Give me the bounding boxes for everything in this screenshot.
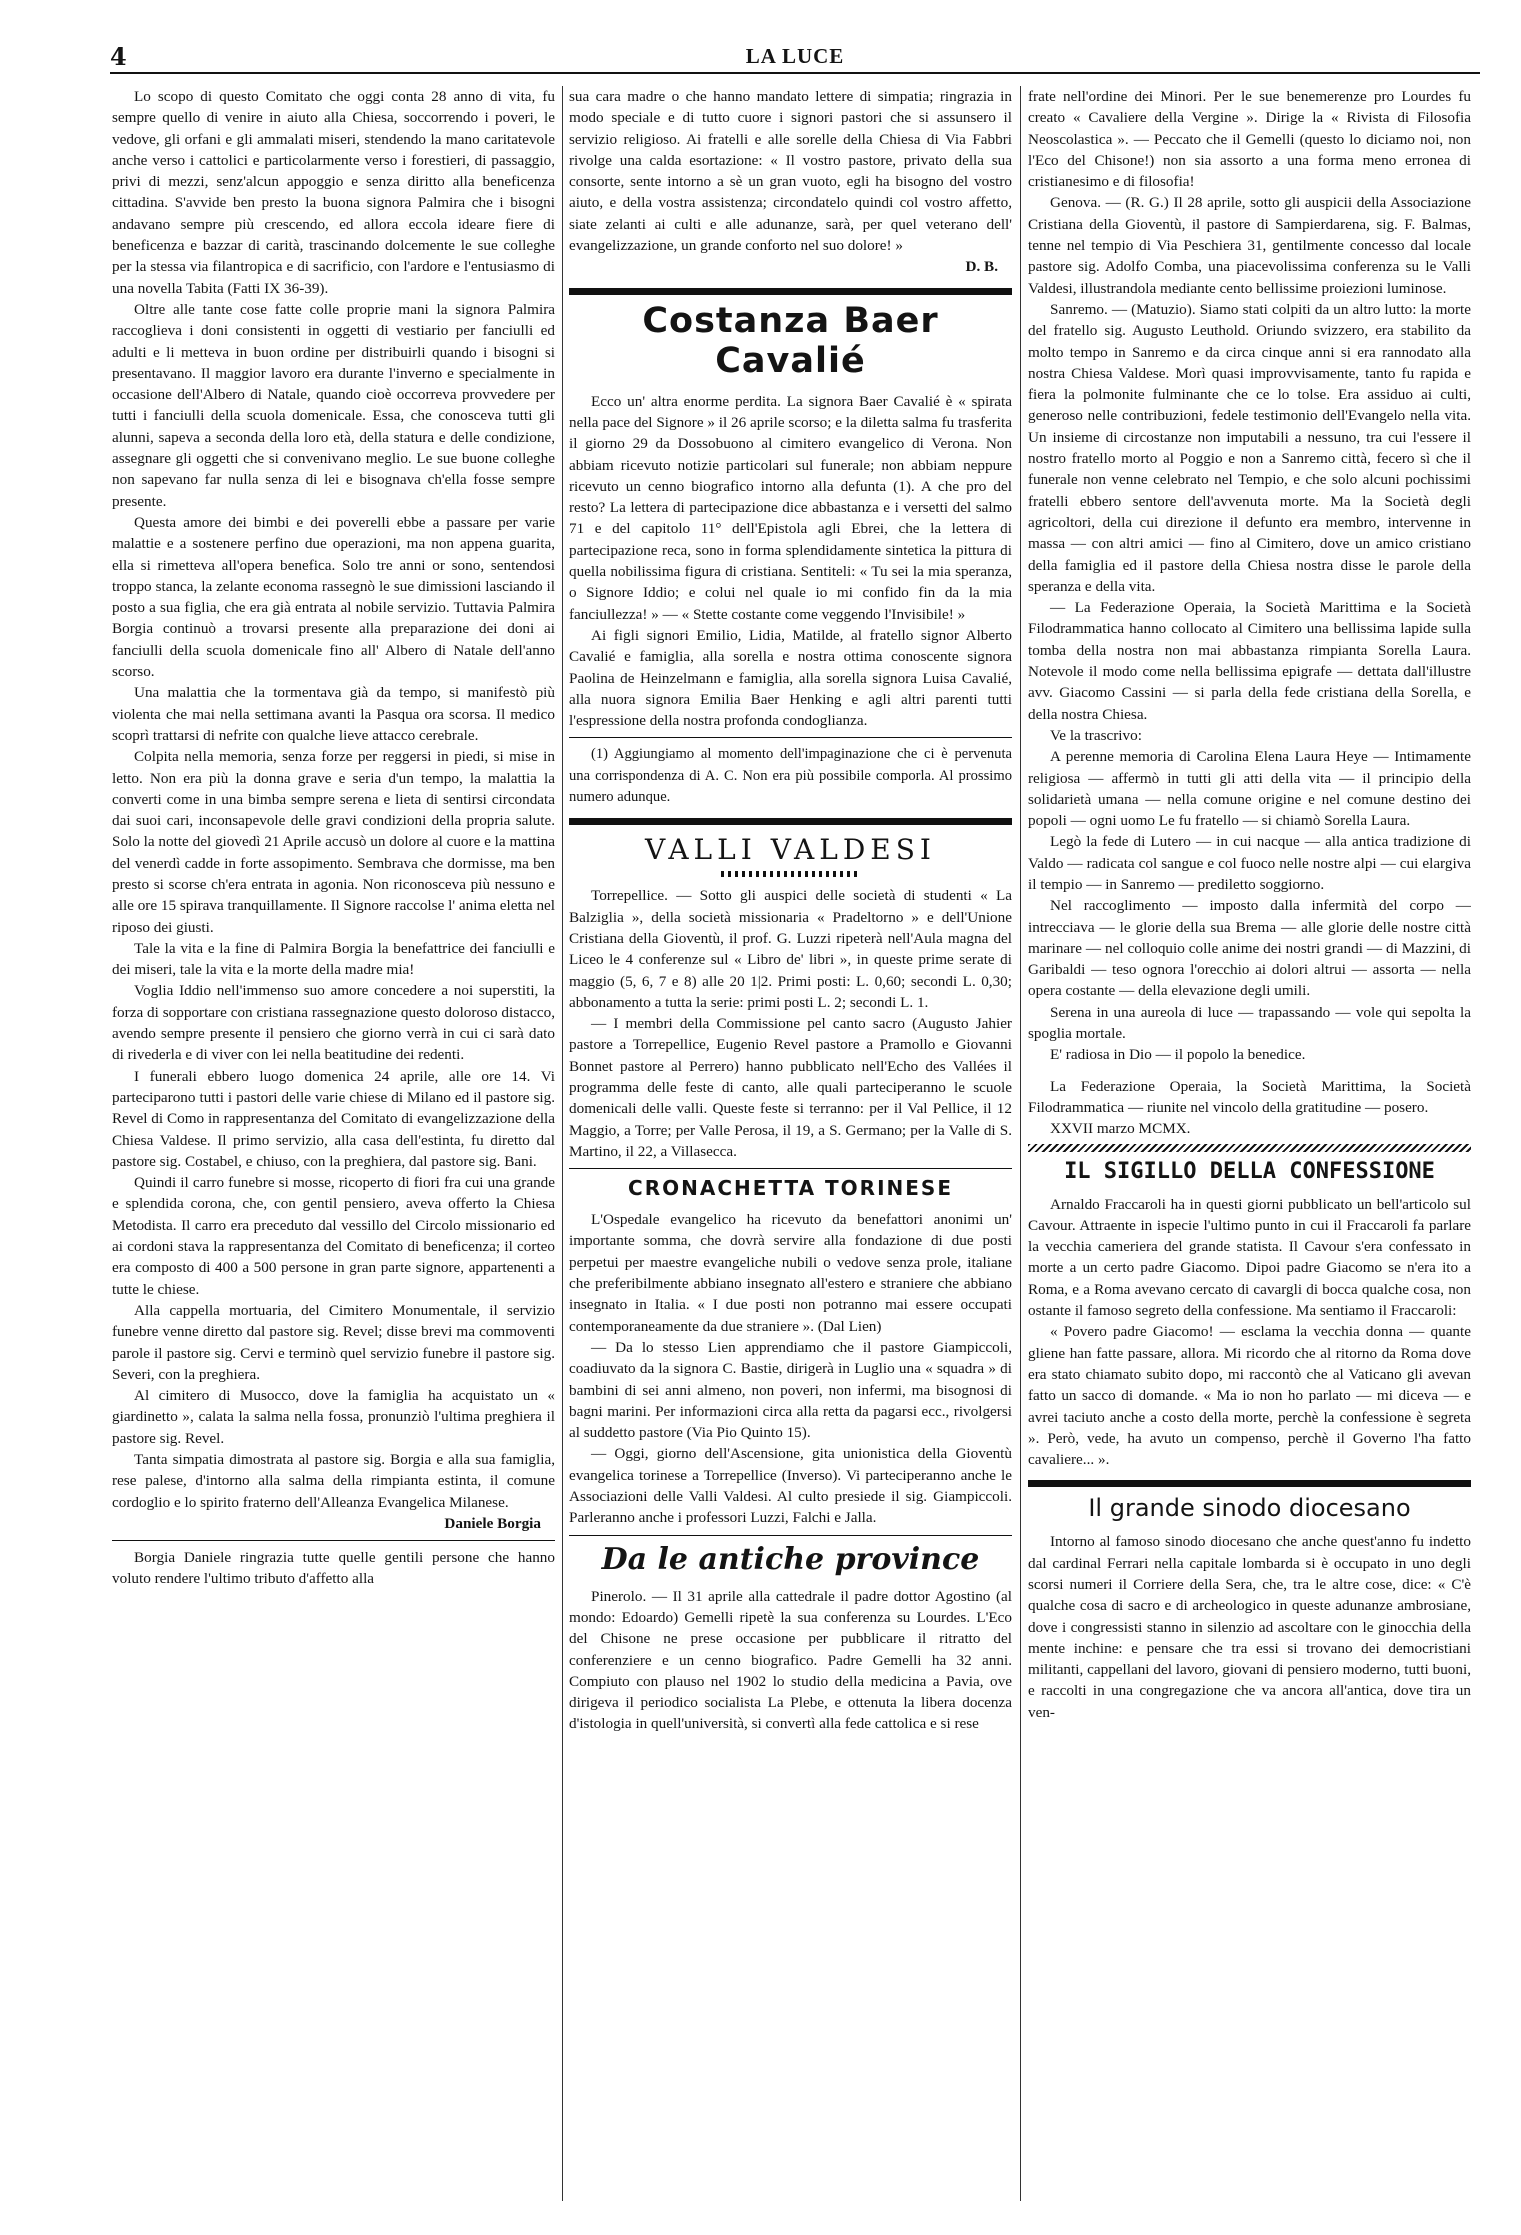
paragraph: Pinerolo. — Il 31 aprile alla cattedrale il padre dottor Agostino (al mondo: Edoardo) Gemelli ripetè la sua conferenza su Lourdes. L'Eco del Chisone ne prese occasione per pubblicare il ritratto del conferenziere e un cenno biografico. Padre Gemelli ha 32 anni. Compiuto con plauso nel 1902 lo studio della medicina a Pavia, ove dirigeva il periodico socialista La Plebe, e ottenuta la libera docenza d'istologia in quell'università, si convertì alla fede cattolica e si rese	[569, 1587, 1012, 1733]
masthead-rule	[110, 72, 1480, 74]
paragraph: Ecco un' altra enorme perdita. La signora Baer Cavalié è « spirata nella pace del Signore » il 26 aprile scorso; e la diletta salma fu trasferita il giorno 29 da Dossobuono al cimitero evangelico di Verona. Non abbiam ricevuto notizie particolari sul funerale; non abbiam neppure ricevuto un cenno biografico intorno alla defunta (1). A che pro del resto? La lettera di partecipazione dice abbastanza e i versetti del salmo 71 e del capitolo 11° dell'Epistola agli Ebrei, che la lettera di partecipazione reca, sono in forma splendidamente sintetica la pittura di quella nobilissima figura di cristiana. Sentiteli: « Tu sei la mia speranza, o Signore Iddio; e colui nel quale io mi confido fin da la mia fanciullezza! » — « Stette costante come veggendo l'Invisibile! »	[569, 392, 1012, 623]
paragraph: — I membri della Commissione pel canto sacro (Augusto Jahier pastore a Torrepellice, Eugenio Revel pastore a Pramollo e Giovanni Bonnet pastore al Perrero) hanno pubblicato nell'Echo des Vallées il programma delle feste di canto, alle quali parteciperanno le scuole domenicali delle valli. Queste feste si terranno: per il Val Pellice, il 12 Maggio, a Torre; per Valle Perosa, il 19, a S. Germano; per la Valle di S. Martino, il 22, a Villasecca.	[569, 1015, 1012, 1160]
separator-rule	[569, 1535, 1012, 1536]
masthead	[110, 42, 1480, 70]
separator-rule	[569, 1168, 1012, 1169]
paragraph: Torrepellice. — Sotto gli auspici delle società di studenti « La Balziglia », della società missionaria « Pradeltorno » e dell'Unione Cristiana della Gioventù, il prof. G. Luzzi ripeterà nell'Aula magna del Liceo le 4 conferenze sul « Libro de' libri », in queste prime serate di maggio (5, 6, 7 e 8) alle 20 1|2. Primi posti: L. 0,60; secondi L. 0,30; abbonamento a tutta la serie: primi posti L. 2; secondi L. 1.	[569, 887, 1012, 1011]
paragraph: frate nell'ordine dei Minori. Per le sue benemerenze pro Lourdes fu creato « Cavaliere della Vergine ». Dirige la « Rivista di Filosofia Neoscolastica ». — Peccato che il Gemelli (questo lo diciamo noi, non l'Eco del Chisone!) non sia assorto a una forma meno erronea di cristianesimo e di filosofia!	[1028, 88, 1471, 191]
paragraph: Voglia Iddio nell'immenso suo amore concedere a noi superstiti, la forza di sopportare con cristiana rassegnazione questo doloroso distacco, avendo sempre presente il pensiero che giorno verrà in cui ci sarà dato di rivederla e di viver con lei nella beatitudine dei redenti.	[112, 982, 555, 1064]
paragraph: Tale la vita e la fine di Palmira Borgia la benefattrice dei fanciulli e dei miseri, tale la vita e la morte della madre mia!	[112, 939, 555, 979]
paragraph: Ai figli signori Emilio, Lidia, Matilde, al fratello signor Alberto Cavalié e famiglia, alla sorella e nostra ottima conoscente signora Paolina de Heinzelmann e famiglia, alla sorella signora Luisa Cavalié, alla nuora signora Emilia Baer Henking e agli altri parenti tutti l'espressione della nostra profonda condoglianza.	[569, 626, 1012, 730]
paragraph: Questa amore dei bimbi e dei poverelli ebbe a passare per varie malattie e a sostenere perfino due operazioni, ma non appena guarita, ella si rimetteva all'opera benefica. Solo tre anni or sono, sentendosi troppo stanca, la zelante economa rassegnò le sue dimissioni lasciando il posto a sua figlia, che era già entrata al nobile servizio. Tuttavia Palmira Borgia continuò a trovarsi presente alla preparazione dei doni ai fanciulli della scuola domenicale fino all' Albero di Natale dell'anno scorso.	[112, 513, 555, 681]
paragraph: « Povero padre Giacomo! — esclama la vecchia donna — quante gliene han fatte passare, allora. Mi ricordo che al ritorno da Roma dove era stato chiamato subito dopo, mi raccontò che al Vaticano gli avevan fatto un sacco di domande. « Ma io non ho parlato — mi diceva — e avrei taciuto anche a costo della morte, perchè la confessione è segreta ». Però, vede, ha avuto un compenso, perchè il Governo l'ha fatto cavaliere... ».	[1028, 1323, 1471, 1469]
paragraph: Una malattia che la tormentava già da tempo, si manifestò più violenta che mai nella settimana avanti la Pasqua ora scorsa. Il medico scoprì trattarsi di nefrite con qualche lieve attacco cerebrale.	[112, 684, 555, 744]
paragraph: I funerali ebbero luogo domenica 24 aprile, alle ore 14. Vi parteciparono tutti i pastori delle varie chiese di Milano ed il pastore sig. Revel di Como in rappresentanza del Comitato di evangelizzazione della Chiesa Valdese. Il primo servizio, alla casa dell'estinta, fu diretto dal pastore sig. Costabel, e chiuso, con la preghiera, dal pastore sig. Bani.	[112, 1067, 555, 1170]
section-bar	[569, 818, 1012, 825]
ornament	[721, 871, 861, 877]
paragraph: Alla cappella mortuaria, del Cimitero Monumentale, il servizio funebre venne diretto dal pastore sig. Revel; disse brevi ma commoventi parole il pastore sig. Cervi e terminò quel servizio funebre il pastore sig. Severi, con la preghiera.	[112, 1301, 555, 1383]
paragraph: — Oggi, giorno dell'Ascensione, gita unionistica della Gioventù evangelica torinese a Torrepellice (Inverso). Vi parteciperanno anche le Associazioni delle Valli Valdesi. Al culto presiede il sig. Giampiccoli. Parleranno anche i professori Luzzi, Falchi e Jalla.	[569, 1445, 1012, 1527]
section-heading: IL SIGILLO DELLA CONFESSIONE	[1064, 1158, 1435, 1184]
paragraph: Lo scopo di questo Comitato che oggi conta 28 anno di vita, fu sempre quello di venire in aiuto alla Chiesa, soccorrendo i poveri, le vedove, gli orfani e gli ammalati miseri, stendendo la mano caritatevole anche verso i cattolici e particolarmente verso i forestieri, di passaggio, privi di mezzi, senz'alcun appoggio e senza diritto alla beneficenza cittadina. S'avvide ben presto la buona signora Palmira che i bisogni andavano sempre più crescendo, ed allora eccola ideare fiere di beneficenza e bazzar di carità, trascinando dolcemente le sue colleghe per la stessa via filantropica e di sacrificio, con l'ardore e l'entusiasmo di una novella Tabita (Fatti IX 36-39).	[112, 88, 555, 297]
paragraph: Quindi il carro funebre si mosse, ricoperto di fiori fra cui una grande e splendida corona, che, con gentil pensiero, aveva offerto la Chiesa Metodista. Il carro era preceduto dal vessillo del Circolo missionario ed ai cordoni stava la rappresentanza del Comitato di beneficenza; il corteo era composto di 400 a 500 persone in gran parte signore, appartenenti a tutte le chiese.	[112, 1174, 555, 1298]
paragraph: XXVII marzo MCMX.	[1050, 1120, 1191, 1138]
column-1	[112, 86, 555, 2201]
paragraph: La Federazione Operaia, la Società Marittima, la Società Filodrammatica — riunite nel vincolo della gratitudine — posero.	[1028, 1077, 1471, 1116]
paragraph: Oltre alle tante cose fatte colle proprie mani la signora Palmira raccoglieva i doni consistenti in oggetti di vestiario per fanciulli ed adulti e li metteva in buon ordine per distribuirli quando i bisogni si presentavano. Il maggior lavoro era durante l'inverno e specialmente in occasione dell'Albero di Natale, quando cioè occorreva provvedere per tutti i fanciulli della scuola domenicale. Essa, che conosceva tutti gli alunni, sapeva a seconda della loro età, della statura e delle condizione, assegnare gli oggetti che si convenivano meglio. Le sue buone colleghe non sapevano far nulla senza di lei e bisognava ch'ella fosse sempre presente.	[112, 300, 555, 510]
paragraph: Serena in una aureola di luce — trapassando — vole qui sepolta la spoglia mortale.	[1028, 1003, 1471, 1043]
paragraph: Genova. — (R. G.) Il 28 aprile, sotto gli auspicii della Associazione Cristiana della Gioventù, il pastore di Sampierdarena, sig. F. Balmas, tenne nel tempio di Via Peschiera 31, gentilmente concesso dal locale pastore sig. Adolfo Comba, una piacevolissima conferenza su le Valli Valdesi, illustrandola mediante cento bellissime proiezioni luminose.	[1028, 194, 1471, 297]
paragraph: Sanremo. — (Matuzio). Siamo stati colpiti da un altro lutto: la morte del fratello sig. Augusto Leuthold. Oriundo svizzero, era stabilito da molto tempo in Sanremo e da circa cinque anni si era rannodato alla nostra Chiesa Valdese. Morì quasi improvvisamente, tanto fu rapida e fiera la polmonite fulminante che ce lo tolse. Era assiduo ai culti, generoso nelle contribuzioni, fedele testimonio dell'Evangelo nella vita. Un insieme di circostanze non imputabili a nessuno, tra cui l'essere il nostro fratello morto al Poggio e non a Sanremo città, fecero sì che il funerale non venne celebrato nel Tempio, e che solo alcuni pochissimi fratelli ebbero sentore dell'avvenuta morte. Ma la Società degli agricoltori, della cui direzione il defunto era membro, intervenne in massa — con altri amici — fino al Cimitero, dove un amico cristiano della famiglia ed il pastore della Chiesa nostra disse le parole della speranza e della vita.	[1028, 300, 1471, 595]
paragraph: — La Federazione Operaia, la Società Marittima e la Società Filodrammatica hanno collocato al Cimitero una bellissima lapide sulla tomba della nostra non mai abbastanza rimpianta Sorella Laura. Notevole il modo come nella bellissima epigrafe — dettata dall'illustre avv. Giacomo Cassini — si parla della fede cristiana della Sorella, e della nostra Chiesa.	[1028, 599, 1471, 723]
newspaper-title: LA LUCE	[745, 44, 845, 68]
section-bar	[1028, 1480, 1471, 1487]
paragraph: Arnaldo Fraccaroli ha in questi giorni pubblicato un bell'articolo sul Cavour. Attraente in ispecie l'ultimo punto in cui il Fraccaroli fa parlare la vecchia cameriera del grande statista. Il Cavour s'era confessato in morte a un certo padre Giacomo. Dipoi padre Giacomo se n'era ito a Roma, e a Roma avevano cercato di cavargli di bocca qualche cosa, non ostante il famoso segreto della confessione. Ma sentiamo il Fraccaroli:	[1028, 1195, 1471, 1320]
column-2	[569, 86, 1012, 2201]
paragraph: sua cara madre o che hanno mandato lettere di simpatia; ringrazia in modo speciale e di tutto cuore i signori pastori che si assunsero il servizio religioso. Ai fratelli e alle sorelle della Chiesa di Via Fabbri rivolge una calda esortazione: « Il vostro pastore, privato della sua consorte, sente intorno a sè un gran vuoto, egli ha bisogno del vostro aiuto, e della vostra assistenza; circondatelo quindi col vostro affetto, siate zelanti ai culti e alle adunanze, sarà, per quel veterano dell' evangelizzazione, un grande conforto nel suo dolore! »	[569, 88, 1012, 255]
column-3	[1028, 86, 1471, 2201]
paragraph: L'Ospedale evangelico ha ricevuto da benefattori anonimi un' importante somma, che dovrà servire alla fondazione di due posti perpetui per maestre evangeliche nubili o vedove senza prole, italiane che preferibilmente abbiano insegnato all'estero e straniere che abbiano insegnato in Italia. « I due posti non potranno mai essere occupati contemporaneamente da due straniere ». (Dal Lien)	[569, 1211, 1012, 1335]
footnote-rule	[569, 737, 1012, 738]
column-divider	[562, 86, 563, 2201]
paragraph: Borgia Daniele ringrazia tutte quelle gentili persone che hanno voluto rendere l'ultimo tributo d'affetto alla	[112, 1549, 555, 1588]
page-number: 4	[110, 42, 127, 71]
section-ornament-bar	[1028, 1144, 1471, 1152]
paragraph: Nel raccoglimento — imposto dalla infermità del corpo — intrecciava — le glorie della sua Brema — alle glorie delle nostre città marinare — nel colloquio colle anime dei nostri grandi — di Mazzini, di Garibaldi — teso ognora l'orecchio ai dolori altrui — assorta — nella opera costante — della elevazione degli umili.	[1028, 897, 1471, 1000]
section-heading: VALLI VALDESI	[645, 833, 936, 867]
paragraph: Colpita nella memoria, senza forze per reggersi in piedi, si mise in letto. Non era più la donna grave e seria d'un tempo, la malattia la converti come in una bimba sempre serena e lieta di sentirsi circondata dai suoi cari, inconsapevole delle gravi condizioni della propria salute. Solo la notte del giovedì 21 Aprile accusò un dolore al cuore e la mattina del venerdì cadde in forte assopimento. Sembrava che dormisse, ma ben presto si scorse ch'era entrata in agonia. Non riconosceva più nessuno e alle ore 15 spirava tranquillamente. Il Signore raccolse l' anima eletta nel riposo dei giusti.	[112, 748, 555, 936]
paragraph: Intorno al famoso sinodo diocesano che anche quest'anno fu indetto dal cardinal Ferrari nella capitale lombarda si è occupato in uno degli scorsi numeri il Corriere della Sera, che, tra le altre cose, dice: « C'è qualche cosa di sacro e di archeologico in queste adunanze ambrosiane, dove i congressisti stanno in silenzio ad ascoltare con le ginocchia della mente inchine: e pensare che tra essi si trovano dei democristiani militanti, cappellani del lavoro, giovani di pensiero moderno, tutti buoni, e raccolti in una congregazione che va ancora all'antica, dove tira un ven-	[1028, 1533, 1471, 1721]
spacer	[1028, 1066, 1471, 1076]
paragraph: A perenne memoria di Carolina Elena Laura Heye — Intimamente religiosa — affermò in tutti gli atti della vita — il principio della solidarietà umana — nella comune origine e nel comune destino dei popoli — ogni uomo Le fu fratello — si chiamò Sorella Laura.	[1028, 748, 1471, 830]
section-heading: Costanza Baer Cavalié	[642, 300, 939, 381]
paragraph: E' radiosa in Dio — il popolo la benedice.	[1050, 1046, 1306, 1064]
paragraph: Al cimitero di Musocco, dove la famiglia ha acquistato un « giardinetto », calata la salma nella fossa, pronunziò l'ultima preghiera il pastore sig. Revel.	[112, 1387, 555, 1447]
column-divider	[1020, 86, 1021, 2201]
paragraph: Tanta simpatia dimostrata al pastore sig. Borgia e alla sua famiglia, rese palese, d'intorno alla salma della rimpianta estinta, il comune cordoglio e lo spirito fraterno dell'Alleanza Evangelica Milanese.	[112, 1451, 555, 1511]
section-heading: CRONACHETTA TORINESE	[628, 1176, 953, 1201]
paragraph: Legò la fede di Lutero — in cui nacque — alla antica tradizione di Valdo — radicata col sangue e col fuoco nelle nostre alpi — cui elargiva il tempio — in Sanremo — prediletto soggiorno.	[1028, 833, 1471, 893]
separator-rule	[112, 1540, 555, 1541]
section-heading: Il grande sinodo diocesano	[1088, 1494, 1411, 1523]
section-heading: Da le antiche province	[601, 1541, 980, 1577]
section-bar	[569, 288, 1012, 295]
paragraph: Ve la trascrivo:	[1050, 726, 1142, 744]
footnote: (1) Aggiungiamo al momento dell'impaginazione che ci è pervenuta una corrispondenza di A. C. Non era più possibile comporla. Al prossimo numero adunque.	[569, 746, 1012, 806]
article-signature: D. B.	[965, 258, 998, 276]
paragraph: — Da lo stesso Lien apprendiamo che il pastore Giampiccoli, coadiuvato da la signora C. Bastie, dirigerà in Luglio una « squadra » di bambini di sei anni almeno, non poveri, non infermi, ma bisognosi di bagni marini. Per informazioni circa alla retta da pagarsi ecc., rivolgersi al suddetto pastore (Via Pio Quinto 15).	[569, 1338, 1012, 1442]
article-signature: Daniele Borgia	[444, 1514, 541, 1532]
